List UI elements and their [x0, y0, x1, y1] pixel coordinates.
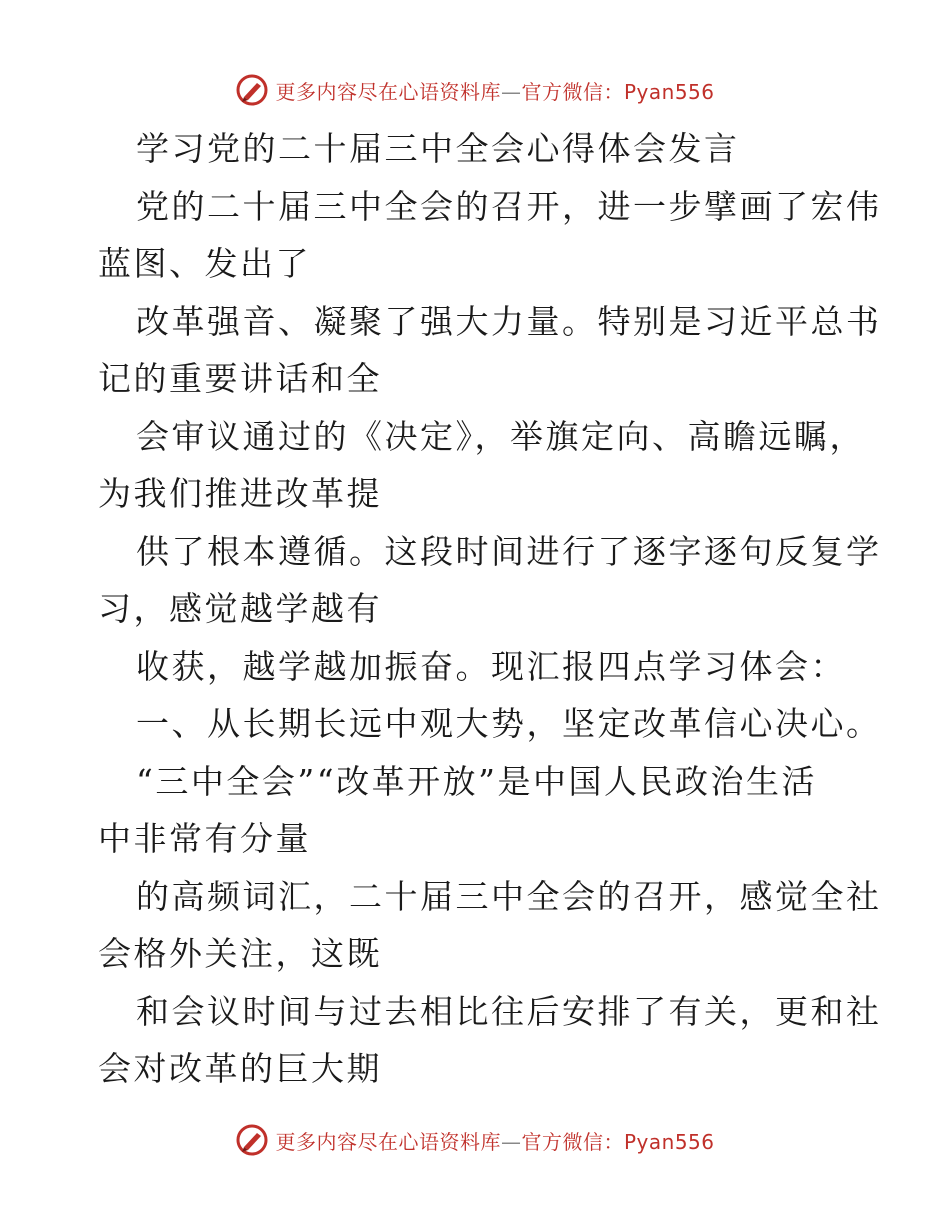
pen-logo-icon [235, 1123, 269, 1157]
text-line: 和会议时间与过去相比往后安排了有关，更和社 [136, 991, 882, 1031]
text-line: 会审议通过的《决定》，举旗定向、高瞻远瞩， [136, 416, 865, 456]
text-line: 学习党的二十届三中全会心得体会发言 [136, 129, 740, 168]
text-line: 会对改革的巨大期 [98, 1049, 382, 1088]
text-line: 改革强音、凝聚了强大力量。特别是习近平总书 [136, 301, 882, 341]
banner-text [275, 76, 714, 105]
footer-banner [0, 1120, 950, 1160]
pen-logo-icon [235, 73, 269, 107]
text-line: “三中全会”“改革开放”是中国人民政治生活 [136, 761, 817, 801]
banner-wechat-id: Pyan556 [623, 1129, 715, 1154]
text-line: 的高频词汇，二十届三中全会的召开，感觉全社 [136, 876, 882, 916]
text-line: 蓝图、发出了 [98, 244, 311, 283]
banner-wechat-id: Pyan556 [623, 79, 715, 104]
banner-official-label: 官方微信： [521, 79, 624, 104]
text-line: 习，感觉越学越有 [98, 589, 382, 628]
banner-text [275, 1126, 714, 1155]
text-line: 中非常有分量 [98, 819, 311, 858]
banner-dash: — [500, 1129, 522, 1154]
banner-main-text: 更多内容尽在心语资料库 [275, 1129, 501, 1154]
banner-dash: — [500, 79, 522, 104]
document-body [98, 120, 882, 1098]
text-line: 供了根本遵循。这段时间进行了逐字逐句反复学 [136, 531, 882, 571]
banner-official-label: 官方微信： [521, 1129, 624, 1154]
text-line: 记的重要讲话和全 [98, 359, 382, 398]
header-banner [0, 70, 950, 110]
text-line: 为我们推进改革提 [98, 474, 382, 513]
banner-main-text: 更多内容尽在心语资料库 [275, 79, 501, 104]
text-line: 收获，越学越加振奋。现汇报四点学习体会： [136, 646, 846, 686]
text-line: 会格外关注，这既 [98, 934, 382, 973]
text-line: 党的二十届三中全会的召开，进一步擘画了宏伟 [136, 186, 882, 226]
text-line: 一、从长期长远中观大势，坚定改革信心决心。 [136, 704, 882, 743]
